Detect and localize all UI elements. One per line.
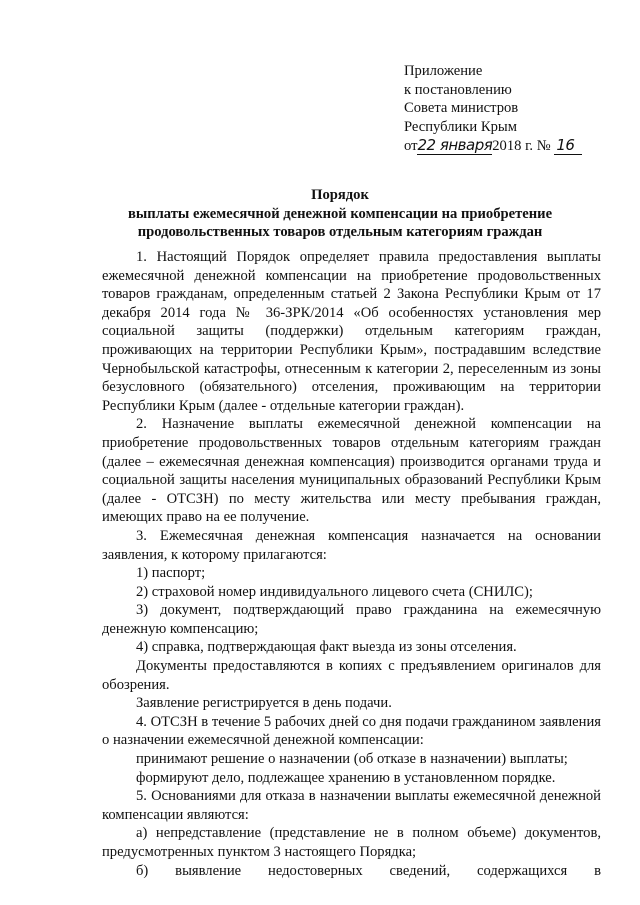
- list-item: 2) страховой номер индивидуального лицевого счета (СНИЛС);: [136, 583, 533, 600]
- list-item: 4) справка, подтверждающая факт выезда из зоны отселения.: [136, 639, 517, 656]
- document-body: [102, 248, 601, 880]
- paragraph-2: 2. Назначение выплаты ежемесячной денежной компенсации на приобретение продовольственных товаров отдельным категориям граждан (далее – ежемесячная денежная компенсация) производится органами труда и социальной защиты населения муниципальных образований Республики Крым (далее - ОТСЗН) по месту жительства или месту пребывания граждан, имеющих право на ее получение.: [102, 416, 601, 526]
- paragraph-3: 3. Ежемесячная денежная компенсация назначается на основании заявления, к которому прилагаются:: [102, 527, 601, 563]
- resolution-date-line: [404, 136, 582, 156]
- list-item: а) непредставление (представление не в полном объеме) документов, предусмотренных пунктом 3 настоящего Порядка;: [102, 825, 601, 860]
- list-item: формируют дело, подлежащее хранению в установленном порядке.: [136, 769, 556, 786]
- title-line: Порядок: [311, 187, 369, 203]
- list-item: 1) паспорт;: [136, 565, 206, 582]
- date-prefix: от: [404, 138, 418, 155]
- handwritten-date: 22 января: [417, 136, 493, 155]
- list-item: 3) документ, подтверждающий право гражданина на ежемесячную денежную компенсацию;: [102, 602, 601, 637]
- handwritten-number: 16: [554, 136, 582, 155]
- document-title: [60, 186, 620, 242]
- appendix-line: к постановлению: [404, 81, 512, 98]
- list-item: принимают решение о назначении (об отказе в назначении) выплаты;: [136, 751, 568, 768]
- paragraph-registration: Заявление регистрируется в день подачи.: [136, 695, 392, 712]
- paragraph-documents: Документы предоставляются в копиях с предъявлением оригиналов для обозрения.: [102, 658, 601, 693]
- paragraph-5: 5. Основаниями для отказа в назначении выплаты ежемесячной денежной компенсации являются:: [102, 788, 601, 823]
- paragraph-1: 1. Настоящий Порядок определяет правила предоставления выплаты ежемесячной денежной компенсации на приобретение продовольственных товаров гражданам, определенным статьей 2 Закона Республики Крым от 17 декабря 2014 года № 36-ЗРК/2014 «Об особенностях установления мер социальной защиты (поддержки) отдельным категориям граждан, проживающих на территории Республики Крым», пострадавшим вследствие Чернобыльской катастрофы, отнесенным к категории 2, переселенным из зоны безусловного (обязательного) отселения, проживающим на территории Республики Крым (далее - отдельные категории граждан).: [102, 249, 601, 414]
- appendix-line: Приложение: [404, 63, 483, 79]
- title-line: продовольственных товаров отдельным категориям граждан: [137, 224, 543, 241]
- title-line: выплаты ежемесячной денежной компенсации на приобретение: [127, 205, 553, 222]
- appendix-line: Республики Крым: [404, 118, 517, 135]
- appendix-line: Совета министров: [404, 100, 519, 117]
- list-item: б) выявление недостоверных сведений, содержащихся в: [136, 862, 601, 879]
- paragraph-4: 4. ОТСЗН в течение 5 рабочих дней со дня подачи гражданином заявления о назначении ежемесячной денежной компенсации:: [102, 713, 601, 749]
- appendix-block: [404, 62, 582, 156]
- year-text: 2018 г. №: [492, 138, 551, 155]
